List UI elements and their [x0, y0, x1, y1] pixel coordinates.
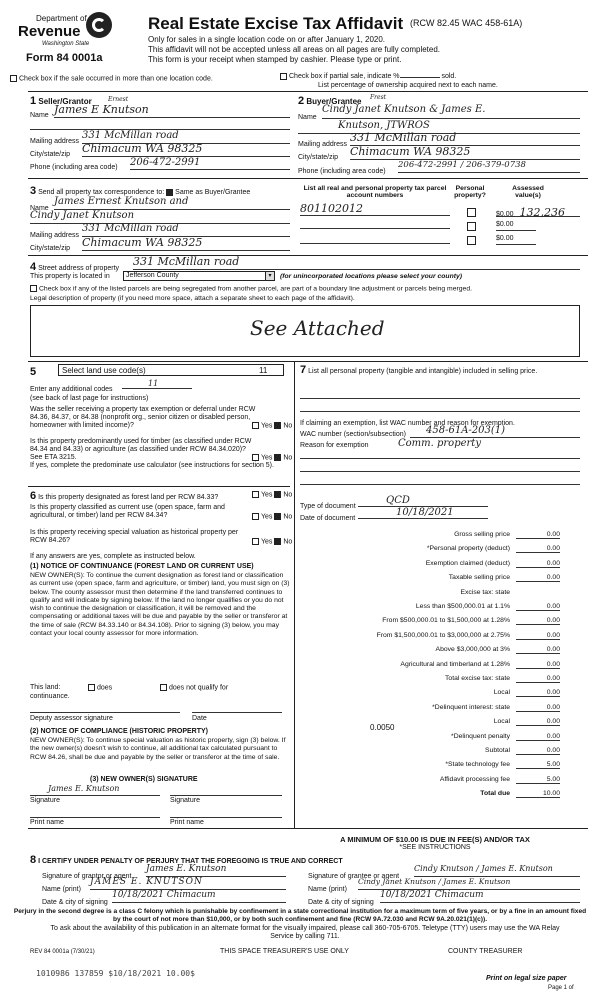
correspondence-name-label: Name: [30, 205, 49, 212]
signature-label-2: Signature: [170, 797, 200, 804]
seller-phone-label: Phone (including area code): [30, 164, 118, 171]
calc-label: Excise tax: state: [460, 588, 510, 596]
assessed-value-1[interactable]: $0.00 132,236: [496, 206, 580, 217]
calc-label: Above $3,000,000 at 3%: [435, 646, 510, 654]
buyer-name-line-2[interactable]: Knutson, JTWROS: [298, 120, 580, 134]
calc-value[interactable]: 0.00: [516, 718, 560, 726]
calc-label: Total due: [480, 790, 510, 798]
grantor-date-field[interactable]: 10/18/2021 Chimacum: [112, 890, 286, 903]
document-date-label: Date of document: [300, 515, 356, 522]
does-not-checkbox[interactable]: [160, 684, 167, 691]
if-any-yes: If any answers are yes, complete as instructed below.: [30, 553, 196, 560]
forest-question: 6 Is this property designated as forest land per RCW 84.33?: [30, 490, 219, 502]
section-7-heading: 7 List all personal property (tangible and intangible) included in selling price.: [300, 364, 538, 376]
personal-property-checkbox-2[interactable]: [467, 222, 476, 231]
calc-label: Affidavit processing fee: [439, 775, 510, 783]
calc-value[interactable]: 0.00: [516, 646, 560, 654]
calc-label: Local: [493, 689, 510, 697]
parcel-number-field-2[interactable]: [300, 228, 450, 229]
section-1-heading: 1 Seller/Grantor: [30, 95, 92, 107]
calc-value[interactable]: 0.00: [516, 733, 560, 741]
calc-value[interactable]: 10.00: [516, 790, 560, 798]
historic-no-checkbox[interactable]: [274, 538, 281, 545]
legal-description-label: Legal description of property (if you need more space, attach a separate sheet to each page of the affidavit).: [30, 295, 355, 302]
does-checkbox[interactable]: [88, 684, 95, 691]
wac-label: WAC number (section/subsection): [300, 431, 406, 438]
new-owner-signature-field-2[interactable]: [170, 784, 282, 796]
seller-name-line-2[interactable]: [30, 121, 290, 130]
partial-sale-checkbox-row[interactable]: Check box if partial sale, indicate % sold.: [280, 71, 456, 80]
reason-line-1[interactable]: [300, 458, 580, 459]
buyer-city-label: City/state/zip: [298, 154, 339, 161]
located-in-label: This property is located in: [30, 273, 110, 280]
wac-field[interactable]: 458-61A-203(1): [410, 425, 580, 438]
personal-property-column-header: Personal property?: [454, 185, 486, 199]
notice-continuance-title: (1) NOTICE OF CONTINUANCE (FOREST LAND OR CURRENT USE): [30, 563, 254, 570]
logo-swoosh-icon: [92, 18, 106, 32]
seller-phone-field[interactable]: 206-472-2991: [130, 157, 290, 170]
grantor-signature-field[interactable]: James E. Knutson: [146, 864, 286, 877]
calc-label: Local: [493, 718, 510, 726]
seller-name-insert: Ernest: [108, 96, 129, 103]
revenue-logo: [12, 12, 130, 72]
exemption-question: Was the seller receiving a property tax exemption or deferral under RCW 84.36, 84.37, or 84.38 (nonprofit org., senior citizen or disabled person, homeowner with limited income)?: [30, 406, 256, 429]
segregated-checkbox[interactable]: [30, 285, 37, 292]
seller-mail-field[interactable]: 331 McMillan road: [82, 130, 290, 144]
see-instructions-note: *SEE INSTRUCTIONS: [399, 844, 471, 851]
revenue-wordmark: Revenue: [18, 23, 81, 40]
does-not-option[interactable]: does not qualify for: [160, 684, 228, 691]
calc-label: *State technology fee: [445, 761, 510, 769]
partial-pct-field[interactable]: [400, 71, 440, 78]
calc-label: Agricultural and timberland at 1.28%: [400, 660, 510, 668]
forest-no-checkbox[interactable]: [274, 491, 281, 498]
document-date-field[interactable]: 10/18/2021: [358, 507, 488, 519]
list-percentage-note: List percentage of ownership acquired next to each name.: [318, 82, 498, 89]
instructions-line-3: This form is your receipt when stamped by cashier. Please type or print.: [148, 55, 402, 64]
deputy-signature-label: Deputy assessor signature: [30, 715, 113, 722]
calc-label: From $500,000.01 to $1,500,000 at 1.28%: [382, 617, 510, 625]
grantee-date-label: Date & city of signing: [308, 899, 374, 906]
street-address-label: 4 Street address of property: [30, 261, 120, 273]
grantee-signature-field[interactable]: Cindy Knutson / James E. Knutson: [414, 864, 580, 877]
personal-property-checkbox-1[interactable]: [467, 208, 476, 217]
same-as-buyer-checkbox[interactable]: [166, 189, 173, 196]
timber-question: Is this property predominantly used for timber (as classified under RCW 84.34 and 84.33) or agriculture (as classified under RCW 84.34.020)? See ETA 3215.: [30, 438, 252, 461]
revision-number: REV 84 0001a (7/30/21): [30, 949, 95, 955]
land-use-select[interactable]: Select land use code(s) 11: [58, 364, 284, 376]
correspondence-city-field[interactable]: Chimacum WA 98325: [82, 236, 290, 251]
grantor-date-label: Date & city of signing: [42, 899, 108, 906]
buyer-mail-field[interactable]: 331 McMillan road: [350, 131, 580, 146]
grantee-signature-label: Signature of grantee or agent: [308, 873, 400, 880]
print-name-field-1[interactable]: [30, 806, 160, 818]
form-number: Form 84 0001a: [26, 52, 103, 64]
buyer-name-label: Name: [298, 114, 317, 121]
additional-codes-field[interactable]: 11: [122, 379, 192, 389]
legal-description-text: See Attached: [250, 316, 385, 340]
exemption-no-checkbox[interactable]: [274, 422, 281, 429]
calc-label: Exemption claimed (deduct): [425, 559, 510, 567]
assessed-value-3[interactable]: $0.00: [496, 235, 536, 245]
county-dropdown-icon[interactable]: ▾: [265, 272, 274, 280]
deputy-signature-field[interactable]: [30, 703, 180, 713]
this-land-label: This land:: [30, 684, 61, 691]
reason-line-2[interactable]: [300, 471, 580, 472]
instructions-line-2: This affidavit will not be accepted unless all areas on all pages are fully completed.: [148, 45, 441, 54]
does-option[interactable]: does: [88, 684, 112, 691]
certify-heading: 8 I CERTIFY UNDER PENALTY OF PERJURY THAT THE FOREGOING IS TRUE AND CORRECT: [30, 854, 343, 866]
correspondence-name-line-2[interactable]: Cindy Janet Knutson: [30, 210, 290, 224]
seller-city-label: City/state/zip: [30, 151, 71, 158]
print-legal-note: Print on legal size paper: [486, 975, 567, 982]
personal-property-line-2[interactable]: [300, 411, 580, 412]
dept-line: Department of: [36, 14, 87, 23]
reason-label: Reason for exemption: [300, 442, 369, 449]
section-2-heading: 2 Buyer/Grantee: [298, 95, 362, 107]
timber-if-yes: If yes, complete the predominate use calculator (see instructions for section 5).: [30, 462, 274, 469]
calc-label: Subtotal: [485, 747, 510, 754]
buyer-mail-label: Mailing address: [298, 141, 348, 148]
calc-label: Total excise tax: state: [445, 675, 510, 682]
calc-value[interactable]: 5.00: [516, 776, 560, 784]
new-owner-signature-field[interactable]: James E. Knutson: [30, 784, 160, 796]
county-treasurer-label: COUNTY TREASURER: [448, 948, 523, 955]
correspondence-mail-field[interactable]: 331 McMillan road: [82, 223, 290, 237]
cashier-receipt: 1010986 137859 $10/18/2021 10.00$: [36, 969, 195, 978]
historic-yes-checkbox[interactable]: [252, 538, 259, 545]
calc-value[interactable]: 0.00: [516, 632, 560, 640]
deputy-date-label: Date: [192, 715, 207, 722]
assessed-value-2[interactable]: $0.00: [496, 221, 536, 231]
notice-compliance-text: NEW OWNER(S): To continue special valuation as historic property, sign (3) below. If the new owner(s) doesn't wish to continue, all additional tax calculated pursuant to RCW 84.26, shall be due and payable by the seller or transferor at the time of sale.: [30, 737, 286, 761]
document-type-field[interactable]: QCD: [358, 495, 488, 507]
historic-question: Is this property receiving special valuation as historical property per RCW 84.26?: [30, 529, 239, 544]
current-use-no-checkbox[interactable]: [274, 513, 281, 520]
calc-value[interactable]: 0.00: [516, 617, 560, 625]
print-name-label-1: Print name: [30, 819, 64, 826]
seller-mail-label: Mailing address: [30, 138, 80, 145]
multi-location-checkbox[interactable]: [10, 75, 17, 82]
document-type-label: Type of document: [300, 503, 356, 510]
see-back-note: (see back of last page for instructions): [30, 395, 149, 402]
calc-label: Gross selling price: [454, 531, 510, 538]
current-use-question: Is this property classified as current use (open space, farm and agricultural, or timber) land per RCW 84.34?: [30, 504, 225, 519]
parcel-number-field[interactable]: 801102012: [300, 202, 450, 216]
tax-calculation: [300, 528, 572, 828]
calc-label: *Personal property (deduct): [426, 545, 510, 553]
personal-property-checkbox-3[interactable]: [467, 236, 476, 245]
personal-property-line-1[interactable]: [300, 398, 580, 399]
grantor-signature-label: Signature of grantor or agent: [42, 873, 132, 880]
instructions-line-1: Only for sales in a single location code on or after January 1, 2020.: [148, 35, 386, 44]
parcel-number-field-3[interactable]: [300, 243, 450, 244]
page-number: Page 1 of: [548, 985, 574, 991]
county-select[interactable]: Jefferson County ▾: [123, 271, 275, 281]
exemption-yes-checkbox[interactable]: [252, 422, 259, 429]
calc-label: *Delinquent interest: state: [432, 703, 510, 711]
print-name-field-2[interactable]: [170, 806, 282, 818]
reason-field[interactable]: Comm. property: [398, 438, 481, 449]
timber-yes-checkbox[interactable]: [252, 454, 259, 461]
county-note: (for unincorporated locations please select your county): [280, 273, 463, 280]
multi-location-checkbox-row[interactable]: Check box if the sale occurred in more than one location code.: [10, 75, 213, 82]
parcel-column-header: List all real and personal property tax parcel account numbers: [303, 185, 447, 199]
accessibility-notice: To ask about the availability of this publication in an alternate format for the visually impaired, please call 360-705-6705. Teletype (TTY) users may use the WA Relay Service by calling 711.: [50, 925, 560, 940]
buyer-city-field[interactable]: Chimacum WA 98325: [350, 145, 580, 160]
print-name-label-2: Print name: [170, 819, 204, 826]
reason-line-3[interactable]: [300, 484, 580, 485]
buyer-name-insert: Frest: [370, 94, 387, 101]
partial-sale-checkbox[interactable]: [280, 73, 287, 80]
calc-value[interactable]: 0.00: [516, 689, 560, 697]
street-address-field[interactable]: 331 McMillan road: [133, 255, 580, 270]
current-use-yes-no: Yes No: [252, 513, 292, 520]
buyer-phone-field[interactable]: 206-472-2991 / 206-379-0738: [398, 160, 580, 173]
additional-codes-label: Enter any additional codes: [30, 386, 113, 393]
continuance-label: continuance.: [30, 693, 70, 700]
assessed-value-column-header: Assessed value(s): [512, 185, 544, 199]
grantor-name-label: Name (print): [42, 886, 81, 893]
statute-ref: (RCW 82.45 WAC 458-61A): [410, 18, 523, 28]
new-owner-signature-title: (3) NEW OWNER(S) SIGNATURE: [90, 776, 198, 783]
calc-value[interactable]: 0.00: [516, 747, 560, 755]
minimum-due-note: A MINIMUM OF $10.00 IS DUE IN FEE(S) AND/OR TAX: [340, 835, 530, 844]
calc-value[interactable]: 0.00: [516, 675, 560, 683]
deputy-date-field[interactable]: [192, 703, 282, 713]
calc-label: *Delinquent penalty: [451, 732, 510, 740]
grantor-name-field[interactable]: JAMES E. KNUTSON: [90, 877, 286, 890]
correspondence-city-label: City/state/zip: [30, 245, 71, 252]
forest-yes-no: Yes No: [252, 491, 292, 498]
calc-value[interactable]: 0.00: [516, 704, 560, 712]
perjury-notice: Perjury in the second degree is a class C felony which is punishable by confinement in a state correctional institution for a maximum term of five years, or by a fine in an amount fixed by the court of not more than $10,000, or by both such confinement and fine (RCW 9A.72.030 and RCW 9A.20.021(1)(c)).: [13, 908, 587, 923]
calc-value[interactable]: 0.00: [516, 661, 560, 669]
grantee-name-field[interactable]: Cindy Janet Knutson / James E. Knutson: [358, 877, 580, 890]
section-3-heading: 3 Send all property tax correspondence to: Same as Buyer/Grantee: [30, 185, 251, 197]
current-use-yes-checkbox[interactable]: [252, 513, 259, 520]
correspondence-mail-label: Mailing address: [30, 232, 80, 239]
calc-value[interactable]: 0.00: [516, 560, 560, 568]
exemption-yes-no: Yes No: [252, 422, 292, 429]
state-line: Washington State: [42, 41, 90, 47]
calc-value[interactable]: 0.00: [516, 531, 560, 539]
historic-yes-no: Yes No: [252, 538, 292, 545]
calc-label: Less than $500,000.01 at 1.1%: [415, 603, 510, 610]
seller-name-label: Name: [30, 112, 49, 119]
page-title: Real Estate Excise Tax Affidavit: [148, 14, 404, 33]
calc-value[interactable]: 5.00: [516, 761, 560, 769]
signature-label-1: Signature: [30, 797, 60, 804]
forest-yes-checkbox[interactable]: [252, 491, 259, 498]
calc-value[interactable]: 0.00: [516, 545, 560, 553]
calc-value[interactable]: 0.00: [516, 574, 560, 582]
grantee-name-label: Name (print): [308, 886, 347, 893]
section-5-number: 5: [30, 366, 37, 378]
exemption-instruction: If claiming an exemption, list WAC number and reason for exemption.: [300, 420, 515, 427]
seller-city-field[interactable]: Chimacum WA 98325: [82, 142, 290, 157]
timber-no-checkbox[interactable]: [274, 454, 281, 461]
calc-label: Taxable selling price: [448, 574, 510, 582]
treasurer-use-label: THIS SPACE TREASURER'S USE ONLY: [220, 948, 349, 955]
grantee-date-field[interactable]: 10/18/2021 Chimacum: [380, 890, 580, 903]
calc-label: From $1,500,000.01 to $3,000,000 at 2.75%: [376, 631, 510, 639]
local-rate: 0.0050: [370, 723, 395, 732]
correspondence-name-field[interactable]: James Ernest Knutson and: [54, 196, 290, 210]
notice-continuance-text: NEW OWNER(S): To continue the current designation as forest land or classification as current use (open space, farm and agriculture, or timber) land, you must sign on (3) below. The county assessor must then determine if the land transferred continues to qualify and will indicate by signing below. If the land no longer qualifies or you do not wish to continue the designation or classification, it will be removed and the compensating or additional taxes will be due and payable by the seller or transferor at the time of sale (RCW 84.33.140 or 84.34.108). Prior to signing (3) below, you may contact your local county assessor for more information.: [30, 572, 290, 638]
buyer-phone-label: Phone (including area code): [298, 168, 386, 175]
buyer-name-field[interactable]: Cindy Janet Knutson & James E.: [322, 104, 580, 119]
notice-compliance-title: (2) NOTICE OF COMPLIANCE (HISTORIC PROPERTY): [30, 728, 208, 735]
calc-value[interactable]: 0.00: [516, 603, 560, 611]
seller-name-field[interactable]: James E Knutson: [54, 103, 290, 118]
timber-yes-no: Yes No: [252, 454, 292, 461]
segregated-checkbox-row[interactable]: Check box if any of the listed parcels are being segregated from another parcel, are part of a boundary line adjustment or parcels being merged.: [30, 285, 472, 292]
